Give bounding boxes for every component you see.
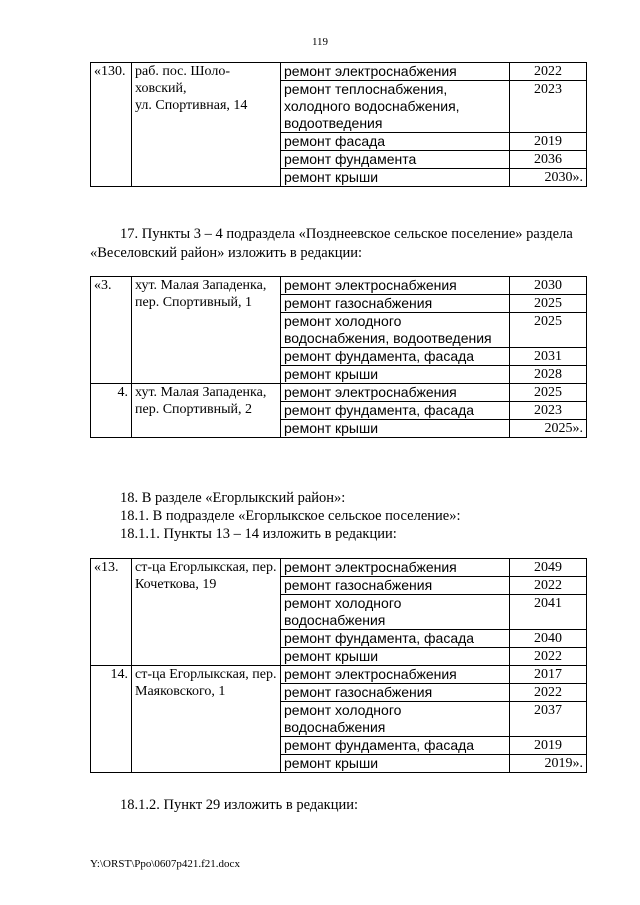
work-year: 2040 [510, 630, 587, 648]
work-type: ремонт крыши [281, 169, 510, 187]
work-year: 2025 [510, 384, 587, 402]
work-year: 2030 [510, 277, 587, 295]
item-address: хут. Малая Западенка, пер. Спортивный, 1 [132, 277, 281, 384]
work-year: 2019». [510, 755, 587, 773]
item-number: «13. [91, 559, 132, 666]
item-number: «130. [91, 63, 132, 187]
work-type: ремонт фасада [281, 133, 510, 151]
work-year: 2023 [510, 402, 587, 420]
work-year: 2025». [510, 420, 587, 438]
work-year: 2031 [510, 348, 587, 366]
page-number: 119 [311, 36, 329, 48]
work-type: ремонт крыши [281, 648, 510, 666]
work-type: ремонт крыши [281, 420, 510, 438]
work-year: 2049 [510, 559, 587, 577]
work-type: ремонт электроснабжения [281, 666, 510, 684]
work-year: 2019 [510, 737, 587, 755]
work-year: 2023 [510, 81, 587, 133]
work-year: 2041 [510, 595, 587, 630]
work-year: 2025 [510, 313, 587, 348]
item-number: 4. [91, 384, 132, 438]
work-type: ремонт фундамента, фасада [281, 348, 510, 366]
work-year: 2022 [510, 577, 587, 595]
work-year: 2028 [510, 366, 587, 384]
item-address: хут. Малая Западенка, пер. Спортивный, 2 [132, 384, 281, 438]
work-type: ремонт электроснабжения [281, 559, 510, 577]
work-type: ремонт холодного водоснабжения [281, 595, 510, 630]
file-path-footer: Y:\ORST\Ppo\0607p421.f21.docx [90, 858, 240, 870]
work-type: ремонт крыши [281, 755, 510, 773]
table-egorlykskaya [90, 558, 587, 773]
item-address: ст-ца Егорлыкская, пер. Кочеткова, 19 [132, 559, 281, 666]
work-year: 2025 [510, 295, 587, 313]
paragraph-18-1-1: 18.1.1. Пункты 13 – 14 изложить в редакции: [120, 526, 397, 542]
paragraph-18-1: 18.1. В подразделе «Егорлыкское сельское поселение»: [120, 508, 461, 524]
work-type: ремонт крыши [281, 366, 510, 384]
work-type: ремонт теплоснабжения, холодного водоснабжения, водоотведения [281, 81, 510, 133]
work-type: ремонт фундамента, фасада [281, 402, 510, 420]
work-year: 2022 [510, 63, 587, 81]
paragraph-18: 18. В разделе «Егорлыкский район»: [120, 490, 346, 506]
work-type: ремонт холодного водоснабжения, водоотведения [281, 313, 510, 348]
work-type: ремонт фундамента [281, 151, 510, 169]
work-type: ремонт фундамента, фасада [281, 737, 510, 755]
work-type: ремонт холодного водоснабжения [281, 702, 510, 737]
work-year: 2030». [510, 169, 587, 187]
work-year: 2036 [510, 151, 587, 169]
work-type: ремонт электроснабжения [281, 384, 510, 402]
work-type: ремонт фундамента, фасада [281, 630, 510, 648]
item-address: ст-ца Егорлыкская, пер. Маяковского, 1 [132, 666, 281, 773]
work-type: ремонт газоснабжения [281, 295, 510, 313]
work-year: 2022 [510, 684, 587, 702]
item-number: 14. [91, 666, 132, 773]
table-row [91, 666, 587, 684]
work-type: ремонт газоснабжения [281, 684, 510, 702]
item-address: раб. пос. Шоло- ховский, ул. Спортивная, 14 [132, 63, 281, 187]
work-type: ремонт газоснабжения [281, 577, 510, 595]
work-year: 2022 [510, 648, 587, 666]
table-row [91, 384, 587, 402]
work-type: ремонт электроснабжения [281, 277, 510, 295]
work-year: 2017 [510, 666, 587, 684]
table-shoholovsky [90, 62, 587, 187]
work-year: 2019 [510, 133, 587, 151]
paragraph-17: 17. Пункты 3 – 4 подраздела «Позднеевское сельское поселение» раздела «Веселовский район» изложить в редакции: [90, 226, 573, 261]
table-row [91, 559, 587, 577]
table-row [91, 277, 587, 295]
table-row [91, 63, 587, 81]
work-type: ремонт электроснабжения [281, 63, 510, 81]
paragraph-18-1-2: 18.1.2. Пункт 29 изложить в редакции: [120, 797, 359, 813]
work-year: 2037 [510, 702, 587, 737]
item-number: «3. [91, 277, 132, 384]
table-malaya-zapadenka [90, 276, 587, 438]
